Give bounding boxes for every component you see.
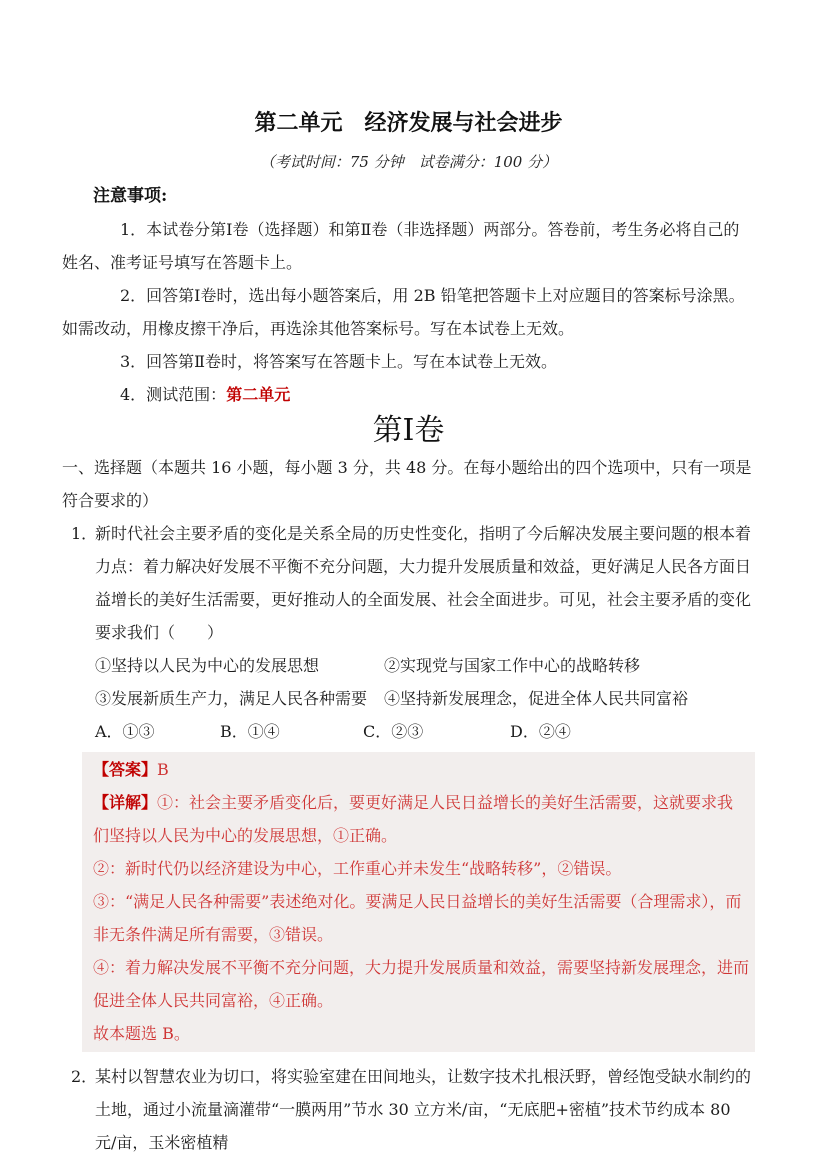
notice-heading: 注意事项: <box>93 186 168 206</box>
answer-label: 【答案】 <box>93 760 158 779</box>
question-1-choices <box>95 715 755 748</box>
choice-d: D．②④ <box>510 722 571 741</box>
question-1-stem: 新时代社会主要矛盾的变化是关系全局的历史性变化，指明了今后解决发展主要问题的根本着力点：着力解决好发展不平衡不充分问题，大力提升发展质量和效益，更好满足人民各方面日益增长的美好生活需要，更好推动人的全面发展、社会全面进步。可见，社会主要矛盾的变化要求我们（ ） <box>95 524 752 642</box>
detail-line-3: ③：“满足人民各种需要”表述绝对化。要满足人民日益增长的美好生活需要（合理需求），而非无条件满足所有需要，③错误。 <box>93 892 742 944</box>
exam-meta: （考试时间：75 分钟 试卷满分：100 分） <box>259 153 558 171</box>
question-2-stem: 某村以智慧农业为切口，将实验室建在田间地头，让数字技术扎根沃野，曾经饱受缺水制约的土地，通过小流量滴灌带“一膜两用”节水 30 立方米/亩，“无底肥+密植”技术节约成本 80 元/亩，玉米密植精 <box>95 1067 752 1152</box>
notice-item-2: 2．回答第Ⅰ卷时，选出每小题答案后，用 2B 铅笔把答题卡上对应题目的答案标号涂黑。如需改动，用橡皮擦干净后，再选涂其他答案标号。写在本试卷上无效。 <box>62 286 745 338</box>
detail-conclusion: 故本题选 B。 <box>93 1024 190 1043</box>
detail-label: 【详解】 <box>93 793 158 812</box>
choice-c: C．②③ <box>363 722 424 741</box>
notice-item-1: 1．本试卷分第Ⅰ卷（选择题）和第Ⅱ卷（非选择题）两部分。答卷前，考生务必将自己的姓名、准考证号填写在答题卡上。 <box>62 220 740 272</box>
detail-text-1: ①：社会主要矛盾变化后，要更好满足人民日益增长的美好生活需要，这就要求我们坚持以人民为中心的发展思想，①正确。 <box>93 793 734 845</box>
question-2 <box>62 1060 755 1159</box>
notice-item-4-prefix: 4．测试范围： <box>120 385 227 404</box>
statement-4: ④坚持新发展理念，促进全体人民共同富裕 <box>384 689 689 708</box>
answer-line <box>93 753 749 786</box>
statement-1: ①坚持以人民为中心的发展思想 <box>95 656 320 675</box>
detail-line-1 <box>93 786 749 852</box>
choice-b: B．①④ <box>220 722 280 741</box>
volume-heading: 第Ⅰ卷 <box>372 413 445 448</box>
page-title: 第二单元 经济发展与社会进步 <box>254 110 563 136</box>
detail-line-4: ④：着力解决发展不平衡不充分问题，大力提升发展质量和效益，需要坚持新发展理念，进而促进全体人民共同富裕，④正确。 <box>93 958 750 1010</box>
question-1-statements-row-2 <box>95 682 755 715</box>
detail-line-2: ②：新时代仍以经济建设为中心，工作重心并未发生“战略转移”，②错误。 <box>93 859 622 878</box>
test-scope-highlight: 第二单元 <box>226 385 291 404</box>
answer-value: B <box>157 760 169 779</box>
question-1 <box>62 517 755 748</box>
question-1-number: 1． <box>71 524 98 543</box>
question-1-statements-row-1 <box>95 649 755 682</box>
statement-2: ②实现党与国家工作中心的战略转移 <box>384 656 641 675</box>
question-1-answer-block <box>82 752 755 1052</box>
notice-item-4 <box>62 378 755 411</box>
choice-a: A．①③ <box>95 722 155 741</box>
question-2-number: 2． <box>71 1067 98 1086</box>
section-heading: 一、选择题（本题共 16 小题，每小题 3 分，共 48 分。在每小题给出的四个选项中，只有一项是符合要求的） <box>62 458 752 510</box>
statement-3: ③发展新质生产力，满足人民各种需要 <box>95 689 368 708</box>
notice-item-3: 3．回答第Ⅱ卷时，将答案写在答题卡上。写在本试卷上无效。 <box>120 352 558 371</box>
